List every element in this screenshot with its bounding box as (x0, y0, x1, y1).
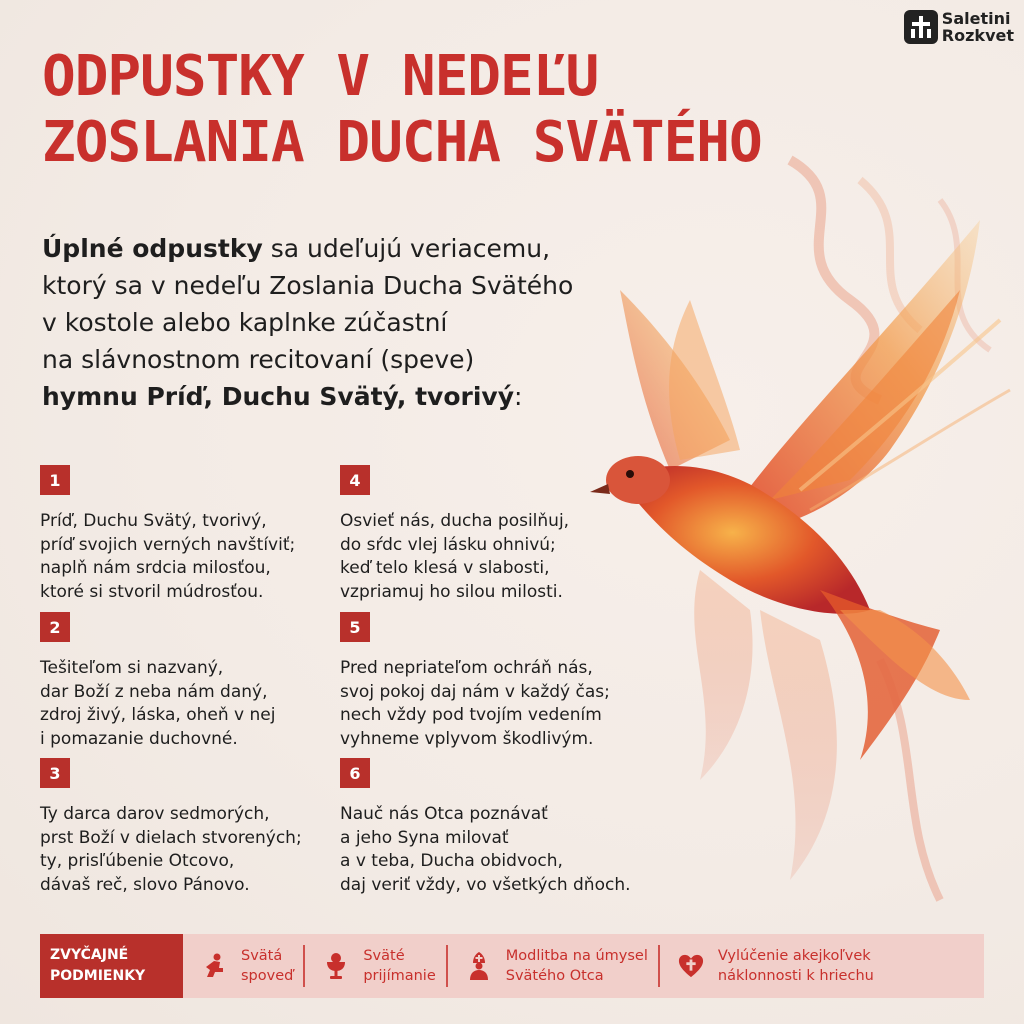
stanza-line: prst Boží v dielach stvorených; (40, 827, 302, 848)
stanza-3 (40, 758, 340, 897)
stanza-line: a v teba, Ducha obidvoch, (340, 851, 563, 871)
stanza-line: Príď, Duchu Svätý, tvorivý, (40, 511, 267, 531)
divider (658, 945, 660, 987)
pope-icon (466, 951, 492, 981)
condition-line1: Vylúčenie akejkoľvek (717, 948, 871, 964)
logo-line1: Saletini (941, 9, 1011, 28)
condition-communion (305, 934, 445, 998)
kneeling-person-icon (201, 951, 227, 981)
condition-line2: Svätého Otca (505, 968, 604, 984)
stanza-number: 4 (340, 465, 370, 495)
intro-text1: sa udeľujú veriacemu, (262, 234, 551, 263)
stanza-line: daj veriť vždy, vo všetkých dňoch. (340, 874, 631, 895)
logo-emblem (904, 10, 938, 44)
stanza-line: Nauč nás Otca poznávať (340, 804, 548, 824)
stanza-line: Tešiteľom si nazvaný, (40, 658, 224, 678)
intro-line3: v kostole alebo kaplnke zúčastní (42, 308, 448, 337)
logo (904, 10, 1014, 44)
title-line1: ODPUSTKY V NEDEĽU (42, 44, 599, 109)
intro-bold1: Úplné odpustky (42, 234, 263, 263)
divider (303, 945, 305, 987)
conditions-label (40, 934, 183, 998)
stanza-4 (340, 465, 640, 604)
stanza-5 (340, 612, 640, 751)
stanza-line: nech vždy pod tvojím vedením (340, 705, 602, 725)
conditions-bar (40, 934, 984, 998)
stanza-number: 3 (40, 758, 70, 788)
divider (446, 945, 448, 987)
stanza-number: 2 (40, 612, 70, 642)
condition-line2: náklonnosti k hriechu (717, 968, 874, 984)
stanza-line: Pred nepriateľom ochráň nás, (340, 658, 593, 678)
condition-line2: spoveď (241, 968, 294, 984)
condition-line1: Svätá (241, 948, 283, 964)
intro-line2: ktorý sa v nedeľu Zoslania Ducha Svätého (42, 271, 574, 300)
logo-line2: Rozkvet (941, 26, 1014, 45)
stanza-number: 5 (340, 612, 370, 642)
stanza-number: 1 (40, 465, 70, 495)
heart-cross-icon (678, 951, 704, 981)
stanza-line: svoj pokoj daj nám v každý čas; (340, 681, 610, 702)
condition-pope-prayer (448, 934, 658, 998)
title-line2: ZOSLANIA DUCHA SVÄTÉHO (42, 110, 762, 175)
stanza-line: vzpriamuj ho silou milosti. (340, 581, 563, 602)
intro-line1 (42, 230, 662, 267)
stanza-line: ty, prisľúbenie Otcovo, (40, 851, 235, 871)
intro-text (42, 230, 662, 415)
logo-cross-icon (908, 14, 934, 40)
stanza-line: Osvieť nás, ducha posilňuj, (340, 511, 570, 531)
stanza-line: a jeho Syna milovať (340, 827, 509, 848)
condition-line2: prijímanie (363, 968, 436, 984)
intro-line5 (42, 378, 662, 415)
stanza-line: Ty darca darov sedmorých, (40, 804, 270, 824)
stanza-line: zdroj živý, láska, oheň v nej (40, 705, 276, 725)
conditions-label-line2: PODMIENKY (50, 968, 146, 984)
chalice-icon (323, 951, 349, 981)
stanza-line: do sŕdc vlej lásku ohnivú; (340, 534, 556, 555)
intro-bold2: hymnu Príď, Duchu Svätý, tvorivý (42, 382, 515, 411)
stanza-number: 6 (340, 758, 370, 788)
stanza-1 (40, 465, 340, 604)
stanza-line: keď telo klesá v slabosti, (340, 558, 550, 578)
stanza-line: príď svojich verných navštíviť; (40, 534, 296, 555)
stanza-line: ktoré si stvoril múdrosťou. (40, 581, 264, 602)
stanza-line: i pomazanie duchovné. (40, 728, 238, 749)
stanza-2 (40, 612, 340, 751)
condition-line1: Modlitba na úmysel (505, 948, 648, 964)
condition-confession (183, 934, 303, 998)
stanza-line: naplň nám srdcia milosťou, (40, 558, 271, 578)
intro-tail: : (514, 382, 523, 411)
stanza-line: dar Boží z neba nám daný, (40, 681, 268, 702)
stanza-line: dávaš reč, slovo Pánovo. (40, 874, 250, 895)
condition-line1: Sväté (363, 948, 405, 964)
page-title (42, 44, 802, 176)
stanza-line: vyhneme vplyvom škodlivým. (340, 728, 594, 749)
intro-line4: na slávnostnom recitovaní (speve) (42, 345, 475, 374)
conditions-label-line1: ZVYČAJNÉ (50, 947, 129, 963)
condition-no-sin (660, 934, 884, 998)
stanza-6 (340, 758, 640, 897)
